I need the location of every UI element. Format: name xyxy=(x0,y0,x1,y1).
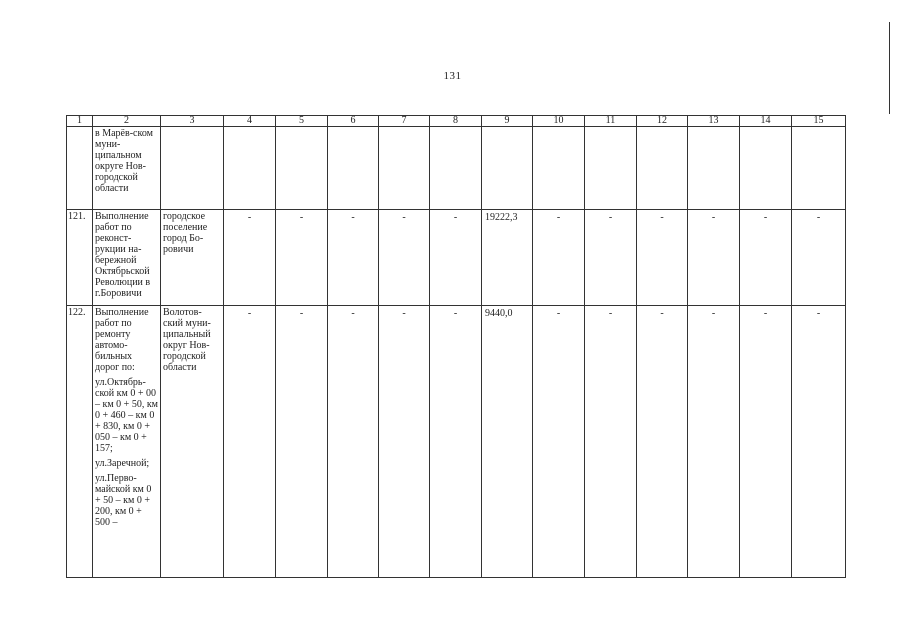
location-cell xyxy=(161,127,224,210)
col-header: 8 xyxy=(430,116,482,127)
value-cell xyxy=(482,127,533,210)
value-cell: - xyxy=(328,210,379,306)
value-cell: - xyxy=(585,306,637,578)
col-header: 1 xyxy=(67,116,93,127)
margin-line xyxy=(889,22,890,114)
description-cell: Выполнение работ по реконст-рукции на-бережной Октябрьской Революции в г.Боровичи xyxy=(93,210,161,306)
amount-cell: 9440,0 xyxy=(482,306,533,578)
col-header: 12 xyxy=(637,116,688,127)
value-cell xyxy=(637,127,688,210)
value-cell: - xyxy=(533,306,585,578)
row-number-cell xyxy=(67,127,93,210)
value-cell xyxy=(740,127,792,210)
value-cell: - xyxy=(276,210,328,306)
table-row-122 xyxy=(67,306,846,578)
value-cell xyxy=(792,127,846,210)
value-cell: - xyxy=(740,210,792,306)
value-cell: - xyxy=(379,210,430,306)
col-header: 10 xyxy=(533,116,585,127)
value-cell: - xyxy=(585,210,637,306)
value-cell: - xyxy=(740,306,792,578)
location-cell: городское поселение город Бо-ровичи xyxy=(161,210,224,306)
col-header: 6 xyxy=(328,116,379,127)
description-part: ул.Заречной; xyxy=(95,458,150,469)
col-header: 5 xyxy=(276,116,328,127)
value-cell: - xyxy=(792,210,846,306)
col-header: 13 xyxy=(688,116,740,127)
col-header: 7 xyxy=(379,116,430,127)
value-cell: - xyxy=(379,306,430,578)
value-cell: - xyxy=(328,306,379,578)
col-header: 2 xyxy=(93,116,161,127)
value-cell: - xyxy=(637,210,688,306)
table-row-121 xyxy=(67,210,846,306)
value-cell xyxy=(585,127,637,210)
description-cell: в Марёв-ском муни-ципальном округе Нов-городской области xyxy=(93,127,161,210)
col-header: 3 xyxy=(161,116,224,127)
value-cell: - xyxy=(533,210,585,306)
description-part: Выполнение работ по ремонту автомо-бильных дорог по: xyxy=(95,307,149,373)
row-number-cell: 122. xyxy=(67,306,93,578)
value-cell: - xyxy=(688,210,740,306)
col-header: 15 xyxy=(792,116,846,127)
value-cell: - xyxy=(792,306,846,578)
value-cell xyxy=(379,127,430,210)
col-header: 14 xyxy=(740,116,792,127)
value-cell xyxy=(224,127,276,210)
description-cell xyxy=(93,306,161,578)
table-row-continuation xyxy=(67,127,846,210)
value-cell xyxy=(533,127,585,210)
page-number: 131 xyxy=(443,70,462,82)
value-cell: - xyxy=(688,306,740,578)
value-cell: - xyxy=(637,306,688,578)
amount-cell: 19222,3 xyxy=(482,210,533,306)
value-cell: - xyxy=(224,306,276,578)
value-cell xyxy=(276,127,328,210)
value-cell xyxy=(688,127,740,210)
col-header: 11 xyxy=(585,116,637,127)
location-cell: Волотов-ский муни-ципальный округ Нов-городской области xyxy=(161,306,224,578)
value-cell: - xyxy=(430,210,482,306)
header-row xyxy=(67,116,846,127)
description-part: ул.Перво-майской км 0 + 50 – км 0 + 200, км 0 + 500 – xyxy=(95,473,152,528)
col-header: 9 xyxy=(482,116,533,127)
row-number-cell: 121. xyxy=(67,210,93,306)
data-table xyxy=(66,115,846,578)
col-header: 4 xyxy=(224,116,276,127)
value-cell: - xyxy=(430,306,482,578)
value-cell xyxy=(430,127,482,210)
description-part: ул.Октябрь-ской км 0 + 00 – км 0 + 50, км 0 + 460 – км 0 + 830, км 0 + 050 – км 0 + 157; xyxy=(95,377,159,454)
value-cell: - xyxy=(276,306,328,578)
value-cell: - xyxy=(224,210,276,306)
value-cell xyxy=(328,127,379,210)
